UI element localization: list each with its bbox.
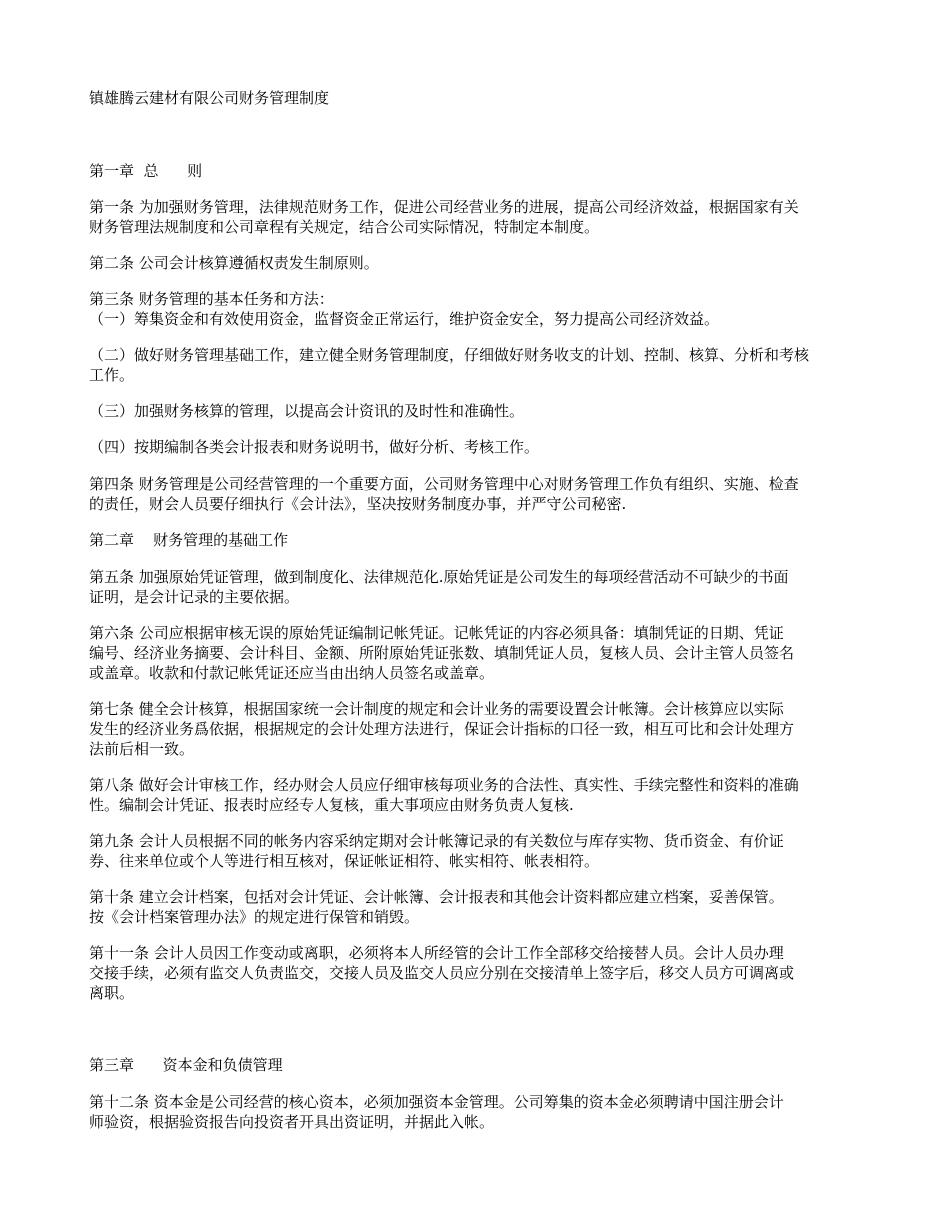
article-6-line: 编号、经济业务摘要、会计科目、金额、所附原始凭证张数、填制凭证人员，复核人员、会计主管人员签名 — [89, 644, 795, 662]
article-3: 第三条 财务管理的基本任务和方法： — [89, 290, 334, 308]
list-item-4: （四）按期编制各类会计报表和财务说明书，做好分析、考核工作。 — [89, 438, 540, 456]
article-12-line: 师验资，根据验资报告向投资者开具出资证明，并据此入帐。 — [89, 1113, 495, 1131]
article-6-line: 第六条 公司应根据审核无误的原始凭证编制记帐凭证。记帐凭证的内容必须具备：填制凭证的日期、凭证 — [89, 624, 784, 642]
document-title: 镇雄腾云建材有限公司财务管理制度 — [89, 89, 330, 107]
article-11-line: 离职。 — [89, 984, 135, 1002]
article-8-line: 第八条 做好会计审核工作，经办财会人员应仔细审核每项业务的合法性、真实性、手续完整性和资料的准确 — [89, 776, 799, 794]
article-8-line: 性。编制会计凭证、报表时应经专人复核，重大事项应由财务负责人复核. — [89, 796, 574, 814]
article-9-line: 券、往来单位或个人等进行相互核对，保证帐证相符、帐实相符、帐表相符。 — [89, 852, 600, 870]
article-9-line: 第九条 会计人员根据不同的帐务内容采纳定期对会计帐簿记录的有关数位与库存实物、货币资金、有价证 — [89, 832, 784, 850]
article-4-line: 的责任，财会人员要仔细执行《会计法》，坚决按财务制度办事，并严守公司秘密. — [89, 495, 627, 513]
chapter-1-heading: 第一章 总 则 — [89, 162, 203, 180]
list-item-3: （三）加强财务核算的管理，以提高会计资讯的及时性和准确性。 — [89, 402, 525, 420]
article-11-line: 交接手续，必须有监交人负责监交，交接人员及监交人员应分别在交接清单上签字后，移交人员方可调离或 — [89, 964, 795, 982]
article-5-line: 第五条 加强原始凭证管理，做到制度化、法律规范化.原始凭证是公司发生的每项经营活动不可缺少的书面 — [89, 568, 789, 586]
document-page — [89, 0, 864, 1230]
list-item-2-line: 工作。 — [89, 366, 135, 384]
article-12-line: 第十二条 资本金是公司经营的核心资本，必须加强资本金管理。公司筹集的资本金必须聘请中国注册会计 — [89, 1093, 784, 1111]
list-item-1: （一）筹集资金和有效使用资金，监督资金正常运行，维护资金安全，努力提高公司经济效益。 — [89, 310, 720, 328]
article-1-line: 第一条 为加强财务管理，法律规范财务工作，促进公司经营业务的进展，提高公司经济效益，根据国家有关 — [89, 198, 799, 216]
article-6-line: 或盖章。收款和付款记帐凭证还应当由出纳人员签名或盖章。 — [89, 664, 495, 682]
article-1-line: 财务管理法规制度和公司章程有关规定，结合公司实际情况，特制定本制度。 — [89, 218, 600, 236]
article-11-line: 第十一条 会计人员因工作变动或离职，必须将本人所经管的会计工作全部移交给接替人员。会计人员办理 — [89, 944, 784, 962]
article-4-line: 第四条 财务管理是公司经营管理的一个重要方面，公司财务管理中心对财务管理工作负有组织、实施、检查 — [89, 475, 799, 493]
article-2: 第二条 公司会计核算遵循权责发生制原则。 — [89, 254, 379, 272]
chapter-3-heading: 第三章 资本金和负债管理 — [89, 1056, 283, 1074]
article-7-line: 法前后相一致。 — [89, 740, 195, 758]
list-item-2-line: （二）做好财务管理基础工作，建立健全财务管理制度，仔细做好财务收支的计划、控制、核算、分析和考核 — [89, 346, 810, 364]
article-10-line: 按《会计档案管理办法》的规定进行保管和销毁。 — [89, 908, 420, 926]
article-10-line: 第十条 建立会计档案，包括对会计凭证、会计帐簿、会计报表和其他会计资料都应建立档案，妥善保管。 — [89, 888, 784, 906]
chapter-2-heading: 第二章 财务管理的基础工作 — [89, 531, 289, 549]
article-7-line: 发生的经济业务爲依据，根据规定的会计处理方法进行，保证会计指标的口径一致，相互可比和会计处理方 — [89, 720, 795, 738]
article-5-line: 证明，是会计记录的主要依据。 — [89, 588, 300, 606]
article-7-line: 第七条 健全会计核算，根据国家统一会计制度的规定和会计业务的需要设置会计帐簿。会计核算应以实际 — [89, 700, 784, 718]
